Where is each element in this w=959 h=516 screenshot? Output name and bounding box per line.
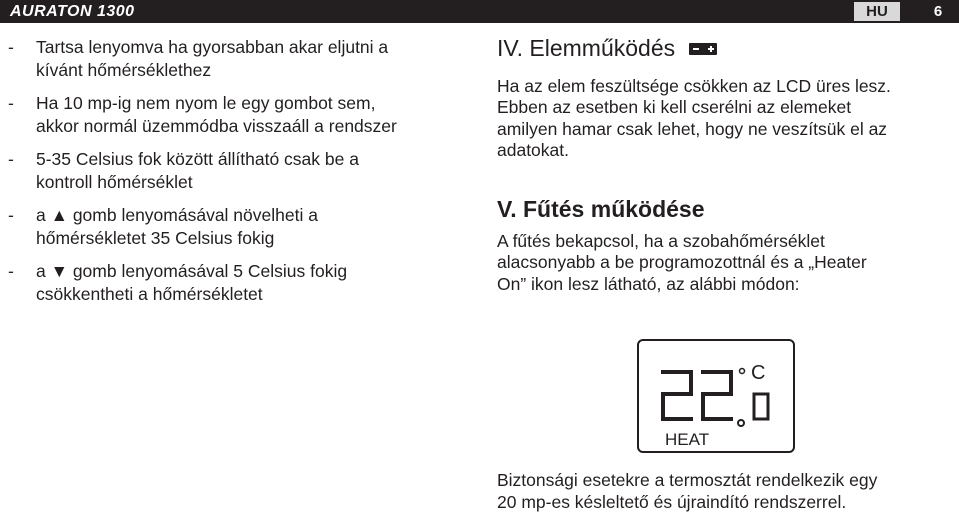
bullet-dash: - <box>8 93 14 113</box>
footer-note <box>497 470 952 513</box>
header-bar <box>0 0 959 23</box>
lcd-digit-2 <box>663 372 691 419</box>
lcd-display <box>637 339 795 453</box>
down-arrow-icon: ▼ <box>50 261 68 281</box>
list-item-text: a <box>36 261 46 281</box>
list-item <box>8 260 468 305</box>
list-item-line: Ha 10 mp-ig nem nyom le egy gombot sem, <box>36 93 376 113</box>
lcd-degree-icon <box>740 369 745 374</box>
bullet-dash: - <box>8 261 14 281</box>
list-item-line <box>36 204 468 227</box>
lcd-decimal-point <box>738 420 744 426</box>
battery-icon <box>689 34 719 62</box>
instruction-list <box>8 36 468 316</box>
brand-title: AURATON 1300 <box>10 3 135 20</box>
paragraph-line: alacsonyabb a be programozottnál és a „Heater <box>497 252 867 273</box>
bullet-dash: - <box>8 205 14 225</box>
paragraph-line: A fűtés bekapcsol, ha a szobahőmérséklet <box>497 230 825 251</box>
paragraph-line: amilyen hamar csak lehet, hogy ne veszítsük el az <box>497 118 888 139</box>
paragraph-line: On” ikon lesz látható, az alábbi módon: <box>497 273 800 294</box>
list-item-line: kívánt hőmérséklethez <box>36 59 212 80</box>
language-badge: HU <box>854 2 900 21</box>
list-item-text: a <box>36 205 46 225</box>
section-title-battery <box>497 34 952 64</box>
list-item-line: akkor normál üzemmódba visszaáll a rendszer <box>36 115 397 136</box>
list-item-line <box>36 260 468 283</box>
page-number: 6 <box>933 3 943 20</box>
list-item-line: hőmérsékletet 35 Celsius fokig <box>36 227 275 248</box>
list-item <box>8 92 468 137</box>
bullet-dash: - <box>8 149 14 169</box>
list-item-text: gomb lenyomásával 5 Celsius fokig <box>72 261 348 281</box>
list-item <box>8 148 468 193</box>
list-item-line: csökkentheti a hőmérsékletet <box>36 283 263 304</box>
paragraph-line: Ebben az esetben ki kell cserélni az elemeket <box>497 97 852 118</box>
bullet-dash: - <box>8 37 14 57</box>
lcd-unit: C <box>751 362 766 384</box>
paragraph-line: adatokat. <box>497 140 569 161</box>
section-title-text: IV. Elemműködés <box>497 35 676 61</box>
up-arrow-icon: ▲ <box>50 205 68 225</box>
paragraph-line: Ha az elem feszültsége csökken az LCD üres lesz. <box>497 75 891 96</box>
list-item-line: 5-35 Celsius fok között állítható csak be a <box>36 149 359 169</box>
paragraph-line: 20 mp-es késleltető és újraindító rendszerrel. <box>497 491 847 512</box>
section-title-heating: V. Fűtés működése <box>497 195 705 222</box>
right-column <box>497 34 952 295</box>
list-item-text: gomb lenyomásával növelheti a <box>72 205 318 225</box>
list-item-line: Tartsa lenyomva ha gyorsabban akar eljutni a <box>36 37 389 57</box>
lcd-digits <box>639 341 797 455</box>
list-item <box>8 204 468 249</box>
lcd-digit-2 <box>703 372 731 419</box>
list-item <box>8 36 468 81</box>
paragraph-line: Biztonsági esetekre a termosztát rendelkezik egy <box>497 470 878 490</box>
lcd-heat-label: HEAT <box>665 430 710 449</box>
lcd-digit-0 <box>754 394 768 419</box>
list-item-line: kontroll hőmérséklet <box>36 171 193 192</box>
